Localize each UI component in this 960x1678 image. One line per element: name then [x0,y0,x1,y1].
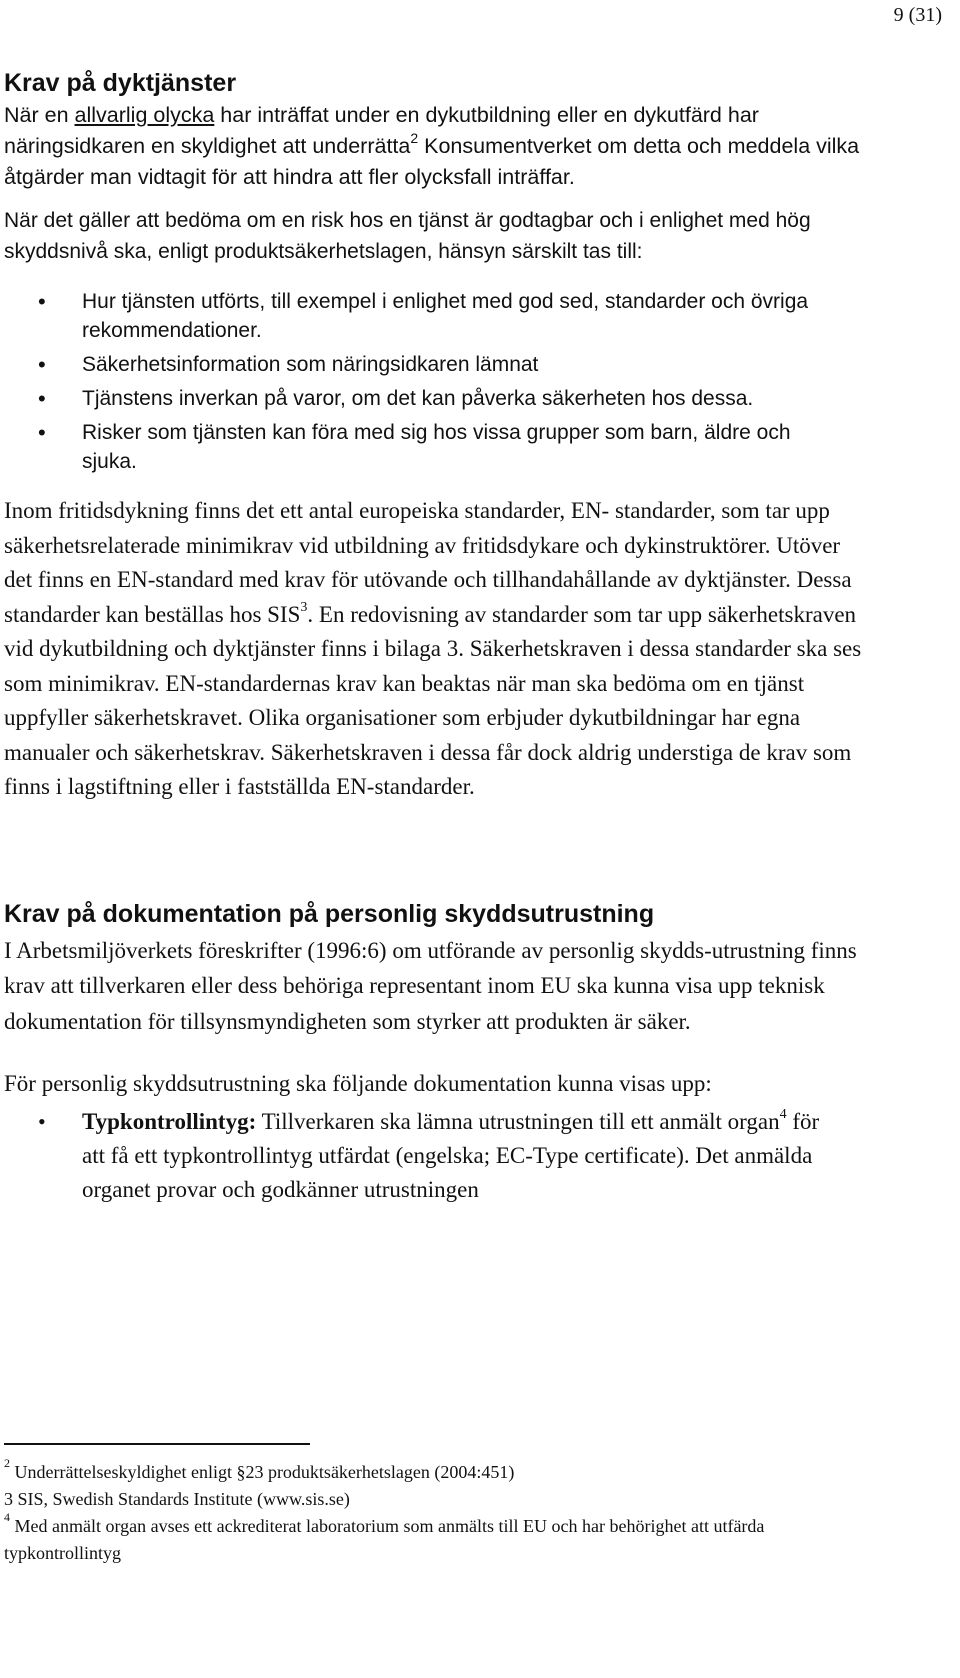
list-item: • Säkerhetsinformation som näringsidkaren lämnat [4,350,822,379]
footnote-ref-2[interactable]: 2 [410,129,419,146]
paragraph-standarder-part1: Inom fritidsdykning finns det ett antal europeiska standarder, EN- standarder, som tar upp säkerhetsrelaterade minimikrav vid utbildning av fritidsdykare och dykinstruktörer. Utöver det finns en EN-standard med krav för utövande och tillhandahållande av dyktjänster. Dessa standarder kan beställas hos SIS [4,498,852,627]
typkontrollintyg-text-2: för att få ett typkontrollintyg utfärdat (engelska; EC-Type certificate). Det anmälda organet provar och godkänner utrustningen [82,1109,820,1202]
paragraph-standarder [4,494,864,805]
footnote-4 [4,1510,864,1567]
footnote-text: 3 SIS, Swedish Standards Institute (www.sis.se) [4,1489,350,1509]
footnote-3 [4,1486,864,1513]
list-item: • Tjänstens inverkan på varor, om det kan påverka säkerheten hos dessa. [4,384,822,413]
footnote-text: Underrättelseskyldighet enligt §23 produktsäkerhetslagen (2004:451) [10,1462,515,1482]
paragraph-risk-bedomning: När det gäller att bedöma om en risk hos en tjänst är godtagbar och i enlighet med hög skyddsnivå ska, enligt produktsäkerhetslagen, hänsyn särskilt tas till: [4,209,811,263]
paragraph-olycka-tail: Konsumentverket om detta och meddela vilka åtgärder man vidtagit för att hindra att fler olycksfall inträffar. [4,134,860,189]
section-heading-dokumentation: Krav på dokumentation på personlig skyddsutrustning [4,899,655,928]
paragraph-dokumentation-intro: För personlig skyddsutrustning ska följande dokumentation kunna visas upp: [4,1071,712,1096]
footnote-number: 2 [4,1456,10,1470]
footnote-ref-3[interactable]: 3 [300,599,308,615]
footnote-text: Med anmält organ avses ett ackrediterat laboratorium som anmälts till EU och har behörighet att utfärda typkontrollintyg [4,1516,765,1563]
risk-factor-list [4,287,864,476]
section-heading-dyktjanster: Krav på dyktjänster [4,69,237,97]
paragraph-olycka-middle: har inträffat under en dykutbildning eller en dykutfärd har näringsidkaren en skyldighet att underrätta [4,103,759,158]
footnote-separator [4,1443,310,1445]
footnote-2 [4,1456,864,1486]
paragraph-standarder-part2: . En redovisning av standarder som tar upp säkerhetskraven vid dykutbildning och dyktjänster finns i bilaga 3. Säkerhetskraven i dessa standarder ska ses som minimikrav. EN-standardernas krav kan beaktas när man ska bedöma om en tjänst uppfyller säkerhetskravet. Olika organisationer som erbjuder dykutbildningar har egna manualer och säkerhetskrav. Säkerhetskraven i dessa får dock aldrig understiga de krav som finns i lagstiftning eller i fastställda EN-standarder. [4,601,862,799]
page-number: 9 (31) [893,4,942,26]
footnote-number: 4 [4,1510,10,1524]
list-item: • Risker som tjänsten kan föra med sig hos vissa grupper som barn, äldre och sjuka. [4,418,822,476]
allvarlig-olycka-link[interactable]: allvarlig olycka [74,103,215,127]
typkontrollintyg-label: Typkontrollintyg: [82,1109,257,1134]
paragraph-olycka [4,100,864,193]
list-item-typkontrollintyg [4,1105,822,1207]
footnote-ref-4[interactable]: 4 [779,1107,787,1123]
document-body [4,66,864,1207]
documentation-list [4,1105,864,1207]
paragraph-arbetsmiljoverket: I Arbetsmiljöverkets föreskrifter (1996:6) om utförande av personlig skydds-utrustning finns krav att tillverkaren eller dess behöriga representant inom EU ska kunna visa upp teknisk dokumentation för tillsynsmyndigheten som styrker att produkten är säker. [4,937,857,1034]
typkontrollintyg-text-1: Tillverkaren ska lämna utrustningen till ett anmält organ [256,1109,780,1134]
footnotes [4,1456,864,1567]
list-item: • Hur tjänsten utförts, till exempel i enlighet med god sed, standarder och övriga rekommendationer. [4,287,822,345]
paragraph-olycka-lead: När en [4,103,75,127]
